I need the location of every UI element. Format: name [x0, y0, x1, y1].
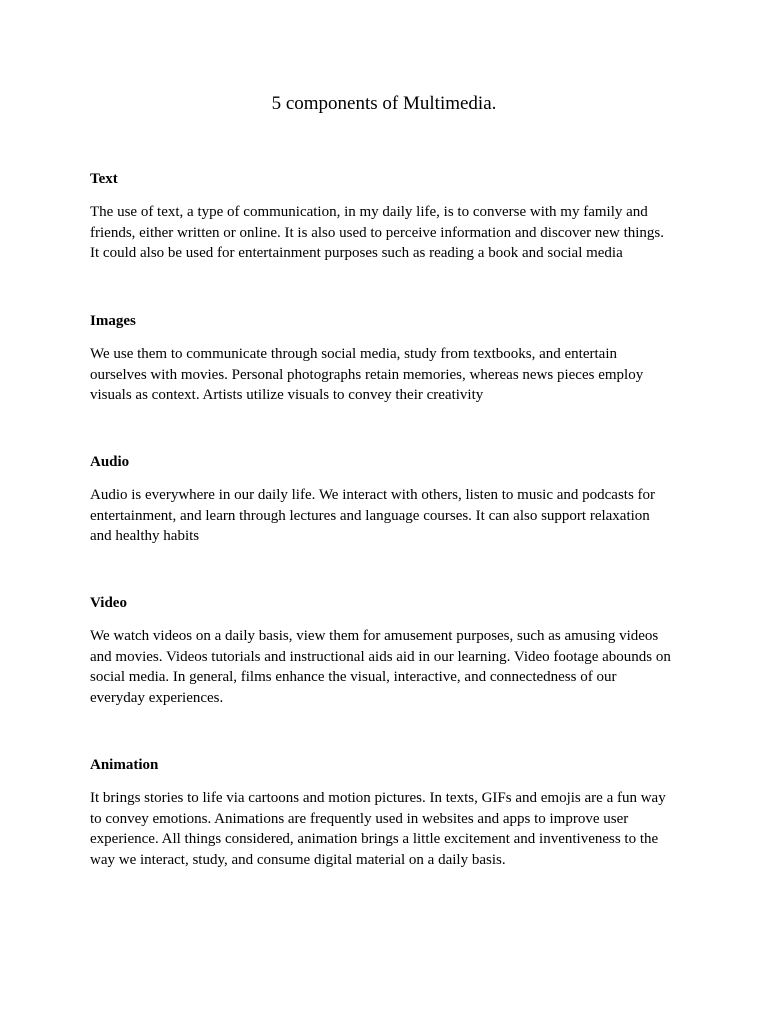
- section-heading: Text: [90, 171, 118, 187]
- paragraph-line: Audio is everywhere in our daily life. We interact with others, listen to music and podcasts for: [90, 487, 656, 503]
- section-heading: Video: [90, 595, 127, 611]
- section-paragraph: [90, 344, 690, 406]
- section-audio: [90, 452, 690, 547]
- section-paragraph: [90, 202, 690, 264]
- paragraph-line: and healthy habits: [90, 528, 200, 545]
- paragraph-line: friends, either written or online. It is also used to perceive information and discover new things.: [90, 224, 665, 241]
- paragraph-line: way we interact, study, and consume digital material on a daily basis.: [90, 852, 506, 869]
- document-title: 5 components of Multimedia.: [271, 93, 497, 114]
- paragraph-line: ourselves with movies. Personal photographs retain memories, whereas news pieces employ: [90, 366, 644, 383]
- paragraph-line: everyday experiences.: [90, 690, 224, 707]
- section-heading: Audio: [90, 454, 130, 470]
- paragraph-line: It could also be used for entertainment purposes such as reading a book and social media: [90, 245, 623, 262]
- paragraph-line: social media. In general, films enhance the visual, interactive, and connectedness of our: [90, 669, 617, 686]
- section-video: [90, 593, 690, 709]
- paragraph-line: and movies. Videos tutorials and instructional aids aid in our learning. Video footage abounds on: [90, 648, 671, 665]
- section-images: [90, 311, 690, 406]
- paragraph-line: We use them to communicate through social media, study from textbooks, and entertain: [90, 346, 617, 362]
- paragraph-line: to convey emotions. Animations are frequently used in websites and apps to improve user: [90, 810, 629, 827]
- paragraph-line: It brings stories to life via cartoons and motion pictures. In texts, GIFs and emojis are a fun way: [90, 790, 666, 806]
- paragraph-line: experience. All things considered, animation brings a little excitement and inventiveness to the: [90, 831, 659, 848]
- section-text: [90, 169, 690, 264]
- section-animation: [90, 755, 690, 871]
- section-paragraph: [90, 485, 690, 547]
- section-paragraph: [90, 626, 690, 709]
- paragraph-line: We watch videos on a daily basis, view them for amusement purposes, such as amusing videos: [90, 628, 659, 644]
- paragraph-line: visuals as context. Artists utilize visuals to convey their creativity: [90, 387, 484, 404]
- section-heading: Images: [90, 313, 136, 329]
- paragraph-line: entertainment, and learn through lectures and language courses. It can also support relaxation: [90, 507, 650, 524]
- paragraph-line: The use of text, a type of communication, in my daily life, is to converse with my family and: [90, 204, 648, 220]
- section-paragraph: [90, 788, 690, 871]
- section-heading: Animation: [90, 757, 159, 773]
